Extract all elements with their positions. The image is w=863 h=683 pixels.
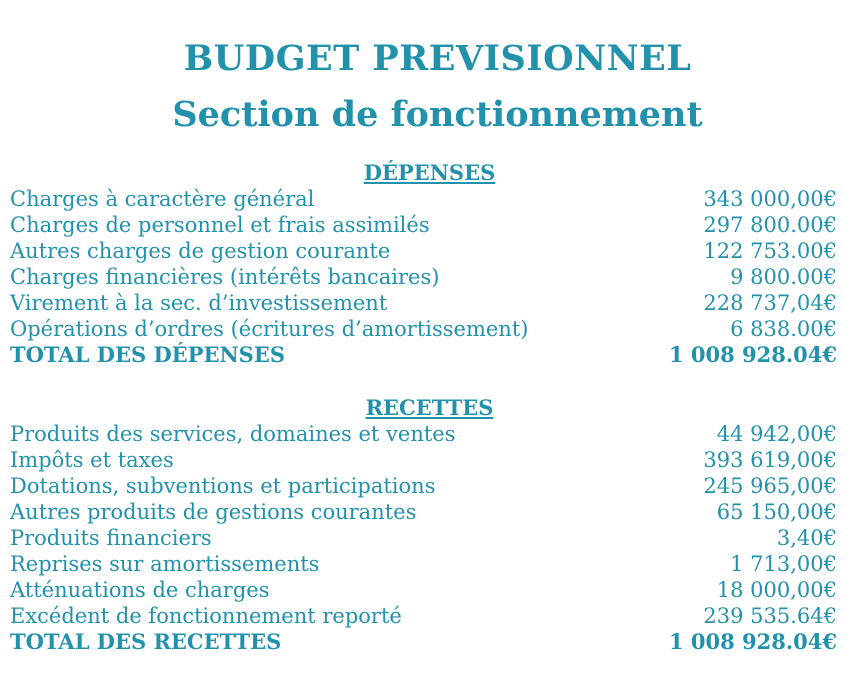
revenue-row [10, 603, 837, 629]
revenue-row [10, 473, 837, 499]
expenses-total-row [10, 342, 837, 368]
row-amount: 1 713,00€ [730, 552, 837, 576]
revenue-row [10, 421, 837, 447]
expense-row [10, 264, 837, 290]
row-amount: 6 838.00€ [730, 317, 837, 341]
row-amount: 122 753.00€ [703, 239, 837, 263]
row-label: Opérations d’ordres (écritures d’amortissement) [10, 317, 529, 341]
revenue-row [10, 577, 837, 603]
expense-row [10, 186, 837, 212]
total-label: TOTAL DES DÉPENSES [10, 342, 286, 367]
row-amount: 44 942,00€ [716, 422, 837, 446]
revenue-row [10, 499, 837, 525]
row-amount: 393 619,00€ [703, 448, 837, 472]
depenses-heading: DÉPENSES [363, 160, 496, 185]
page-title: BUDGET PREVISIONNEL [183, 38, 692, 79]
expense-row [10, 316, 837, 342]
row-label: Reprises sur amortissements [10, 552, 320, 576]
total-amount: 1 008 928.04€ [668, 629, 837, 654]
revenue-row [10, 551, 837, 577]
row-label: Autres charges de gestion courante [10, 239, 391, 263]
row-label: Produits financiers [10, 526, 212, 550]
budget-table [0, 159, 863, 655]
total-label: TOTAL DES RECETTES [10, 629, 282, 654]
expense-row [10, 290, 837, 316]
row-label: Virement à la sec. d’investissement [10, 291, 388, 315]
revenues-total-row [10, 629, 837, 655]
row-label: Charges à caractère général [10, 187, 315, 211]
row-amount: 9 800.00€ [730, 265, 837, 289]
section-spacer [10, 368, 837, 394]
row-amount: 245 965,00€ [703, 474, 837, 498]
row-label: Produits des services, domaines et ventes [10, 422, 456, 446]
row-label: Charges financières (intérêts bancaires) [10, 265, 440, 289]
row-label: Impôts et taxes [10, 448, 174, 472]
row-label: Excédent de fonctionnement reporté [10, 604, 402, 628]
row-amount: 343 000,00€ [703, 187, 837, 211]
row-amount: 65 150,00€ [716, 500, 837, 524]
revenue-row [10, 447, 837, 473]
total-amount: 1 008 928.04€ [668, 342, 837, 367]
document-titles [0, 36, 863, 138]
row-label: Dotations, subventions et participations [10, 474, 436, 498]
recettes-heading: RECETTES [365, 395, 494, 420]
row-amount: 18 000,00€ [716, 578, 837, 602]
row-amount: 3,40€ [776, 526, 837, 550]
row-label: Atténuations de charges [10, 578, 270, 602]
revenue-row [10, 525, 837, 551]
row-label: Charges de personnel et frais assimilés [10, 213, 430, 237]
row-amount: 297 800.00€ [703, 213, 837, 237]
row-amount: 228 737,04€ [703, 291, 837, 315]
expense-row [10, 212, 837, 238]
page-subtitle: Section de fonctionnement [172, 94, 703, 135]
row-amount: 239 535.64€ [703, 604, 837, 628]
row-label: Autres produits de gestions courantes [10, 500, 417, 524]
expense-row [10, 238, 837, 264]
